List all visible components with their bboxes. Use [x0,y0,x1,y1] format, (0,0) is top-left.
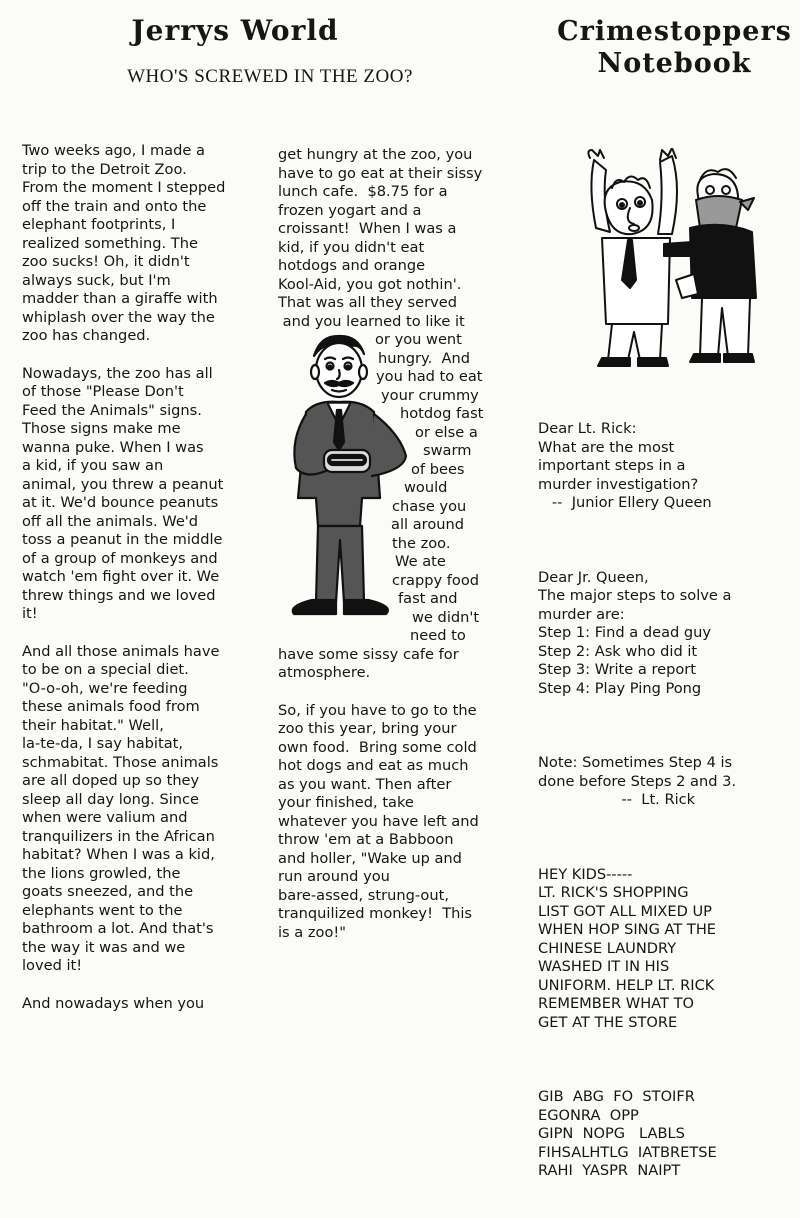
article-line: chase you [392,497,467,515]
crimestoppers-title [552,16,797,80]
article-line: hotdog fast [400,405,484,422]
article-line: zoo this year, bring your [278,720,457,737]
article-line: own food. Bring some cold [278,738,477,756]
article-line: or you went [375,331,462,348]
article-line: of bees [411,460,465,478]
article-line: swarm [423,442,472,459]
article-line: all around [391,516,465,533]
reader-question: Dear Lt. Rick: What are the most important steps in a murder investigation? -- Junior Ellery Queen [538,420,712,511]
scrambled-shopping-list: GIB ABG FO STOIFR EGONRA OPP GIPN NOPG LABLS FIHSALHTLG IATBRETSE RAHI YASPR NAIPT [538,1088,717,1179]
article-line: your finished, take [278,794,414,811]
article-line: tranquilized monkey! This [278,905,473,922]
article-line: lunch cafe. $8.75 for a [278,183,448,200]
lt-rick-answer: Dear Jr. Queen, The major steps to solve a murder are: Step 1: Find a dead guy Step 2: Ask who did it Step 3: Write a report Step 4: Play Ping Pong [538,568,732,697]
article-line: crappy food [392,571,480,589]
article-line: hungry. And [378,349,470,367]
crimestoppers-column [538,383,786,1218]
article-line: have some sissy cafe for [278,645,459,663]
article-line: would [404,479,448,496]
article-headline: WHO'S SCREWED IN THE ZOO? [127,66,413,87]
article-line: as you want. Then after [278,775,452,793]
article-line: croissant! When I was a [278,220,457,237]
article-paragraph: And nowadays when you [22,994,205,1012]
article-line: whatever you have left and [278,812,479,830]
article-line: need to [410,627,466,644]
article-line: have to go eat at their sissy [278,164,483,182]
article-line: bare-assed, strung-out, [278,886,449,904]
article-line: we didn't [412,608,480,626]
article-line: run around you [278,868,390,885]
article-line: kid, if you didn't eat [278,238,425,256]
article-paragraph: Two weeks ago, I made a trip to the Detroit Zoo. From the moment I stepped off the train and onto the elephant footprints, I realized something. The zoo sucks! Oh, it didn't always suck, but I'm madder than a giraffe with whiplash over the way the zoo has changed. [22,142,226,344]
article-line: and you learned to like it [278,312,465,330]
article-line: Kool-Aid, you got nothin'. [278,275,462,293]
article-paragraph: And all those animals have to be on a special diet. "O-o-oh, we're feeding these animals food from their habitat." Well, la-te-da, I say habitat, schmabitat. Those animals are all doped up so they sleep all day long. Since when were valium and tranquilizers in the African habitat? When I was a kid, the lions growled, the goats sneezed, and the elephants went to the bathroom a lot. And that's the way it was and we loved it! [22,642,220,974]
answer-note: Note: Sometimes Step 4 is done before Steps 2 and 3. -- Lt. Rick [538,754,737,808]
cartoon-man-icon [276,330,418,630]
robbery-cartoon-icon [572,148,768,374]
article-line: or else a [415,423,478,441]
crimestoppers-title-line2: Notebook [597,48,752,79]
article-line: the zoo. [392,534,451,552]
article-line: That was all they served [278,294,457,311]
crimestoppers-title-line1: Crimestoppers [557,16,792,47]
article-line: throw 'em at a Babboon [278,831,454,848]
article-line: So, if you have to go to the [278,701,477,719]
article-line: is a zoo!" [278,923,346,941]
jerrys-world-title: Jerrys World [131,14,339,47]
article-paragraph: Nowadays, the zoo has all of those "Please Don't Feed the Animals" signs. Those signs make me wanna puke. When I was a kid, if you saw an animal, you threw a peanut at it. We'd bounce peanuts off all the animals. We'd toss a peanut in the middle of a group of monkeys and watch 'em fight over it. We threw things and we loved it! [22,364,224,622]
article-line: hot dogs and eat as much [278,757,469,774]
article-line: get hungry at the zoo, you [278,146,473,163]
article-line: atmosphere. [278,664,371,681]
article-line: your crummy [381,386,479,404]
article-text-top [278,146,484,331]
article-column-1 [22,142,236,1032]
article-line: We ate [395,553,446,570]
article-text-bottom [278,646,484,683]
article-line: and holler, "Wake up and [278,849,462,867]
kids-puzzle-intro: HEY KIDS----- LT. RICK'S SHOPPING LIST GOT ALL MIXED UP WHEN HOP SING AT THE CHINESE LAUNDRY WASHED IT IN HIS UNIFORM. HELP LT. RICK REMEMBER WHAT TO GET AT THE STORE [538,865,717,1031]
article-line: fast and [398,590,458,607]
article-text-final [278,702,484,943]
article-line: frozen yogart and a [278,201,422,219]
article-line: hotdogs and orange [278,257,426,274]
article-line: you had to eat [376,368,483,385]
